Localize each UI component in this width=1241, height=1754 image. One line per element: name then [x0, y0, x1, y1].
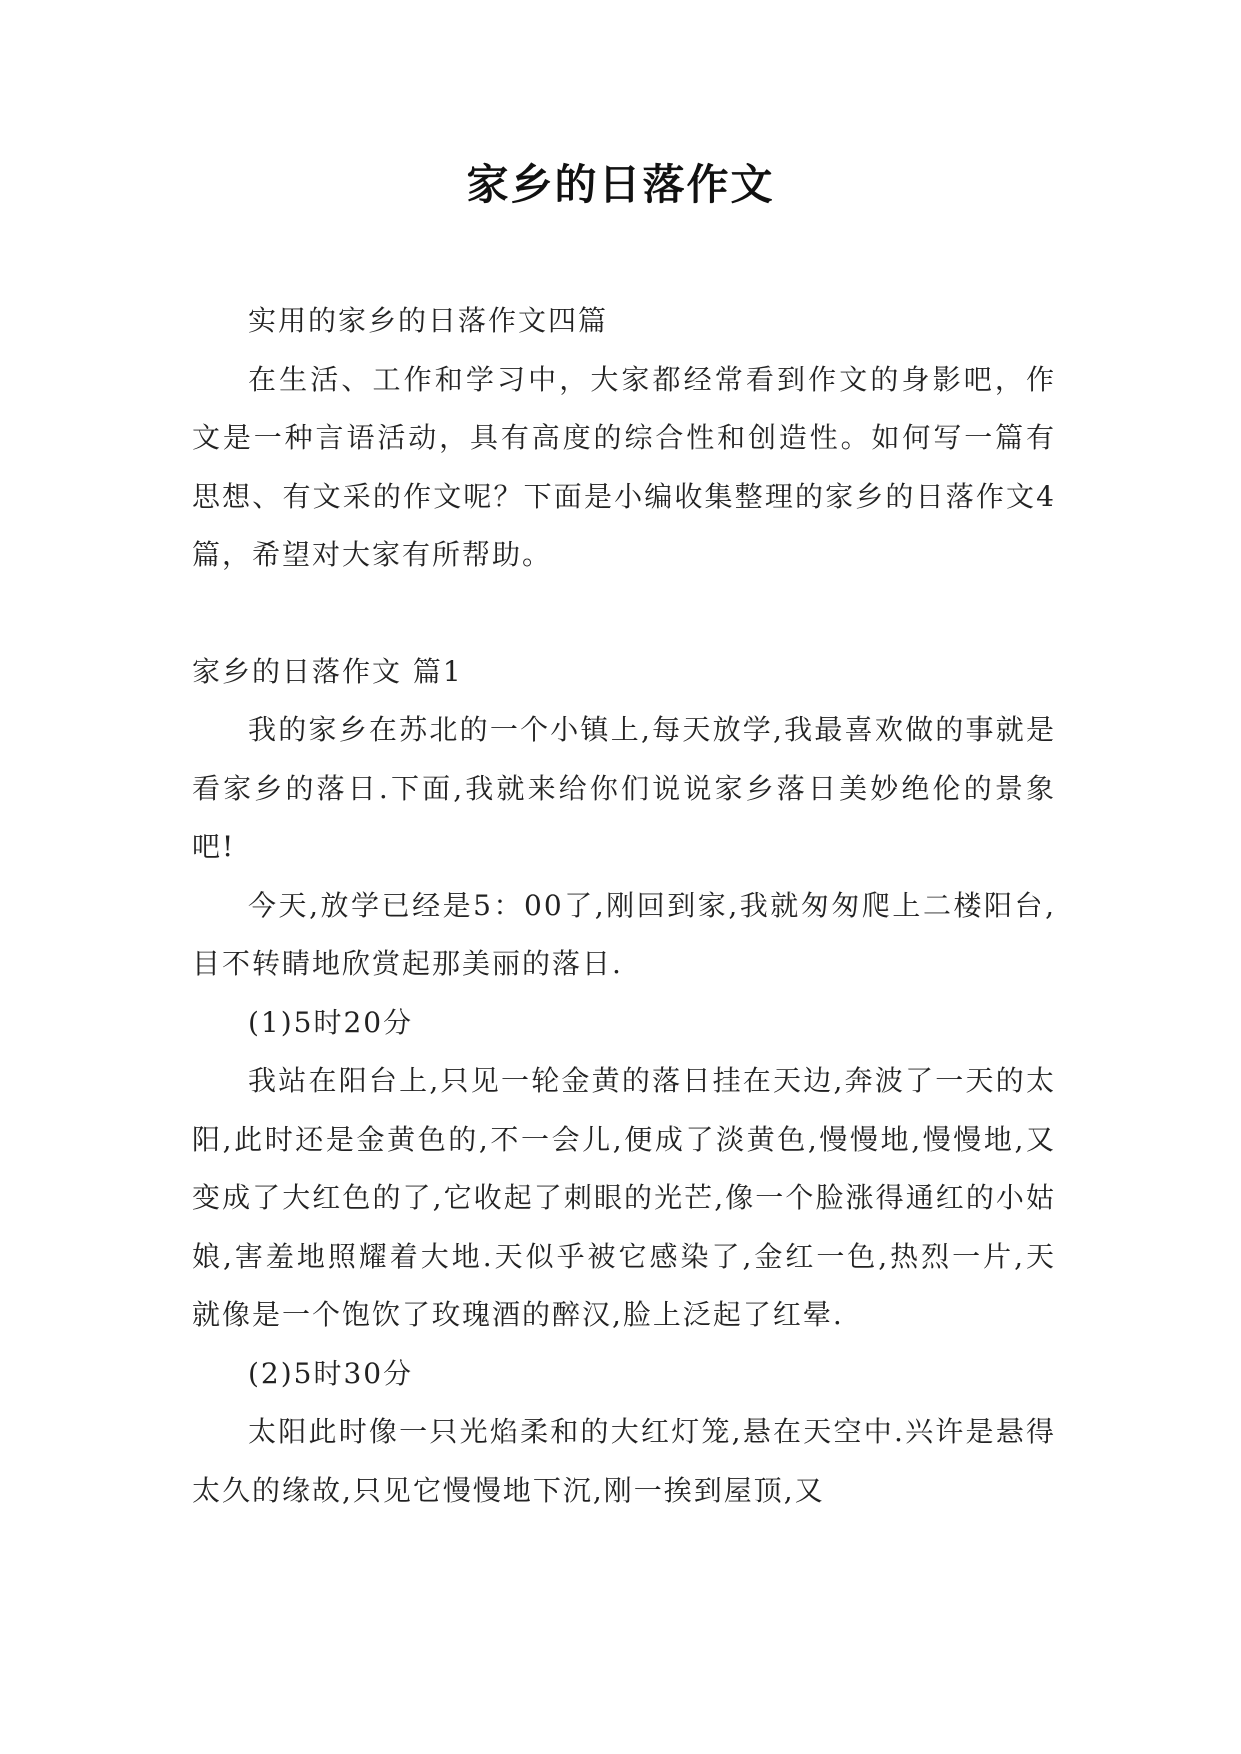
- body-paragraph: 太阳此时像一只光焰柔和的大红灯笼,悬在天空中.兴许是悬得太久的缘故,只见它慢慢地下沉,刚一挨到屋顶,又: [192, 1415, 1056, 1507]
- section-heading: 家乡的日落作文 篇1: [192, 654, 463, 688]
- document-body: [192, 292, 1056, 1520]
- body-paragraph: 今天,放学已经是5：00了,刚回到家,我就匆匆爬上二楼阳台,目不转睛地欣赏起那美丽的落日.: [192, 888, 1056, 980]
- document-title: 家乡的日落作文: [466, 160, 775, 209]
- intro-paragraph: 在生活、工作和学习中，大家都经常看到作文的身影吧，作文是一种言语活动，具有高度的综合性和创造性。如何写一篇有思想、有文采的作文呢？下面是小编收集整理的家乡的日落作文4篇，希望对大家有所帮助。: [192, 362, 1056, 571]
- body-paragraph: 我站在阳台上,只见一轮金黄的落日挂在天边,奔波了一天的太阳,此时还是金黄色的,不一会儿,便成了淡黄色,慢慢地,慢慢地,又变成了大红色的了,它收起了刺眼的光芒,像一个脸涨得通红的小姑娘,害羞地照耀着大地.天似乎被它感染了,金红一色,热烈一片,天就像是一个饱饮了玫瑰酒的醉汉,脸上泛起了红晕.: [192, 1064, 1056, 1331]
- time-subheading: (1)5时20分: [248, 1005, 414, 1039]
- body-paragraph: 我的家乡在苏北的一个小镇上,每天放学,我最喜欢做的事就是看家乡的落日.下面,我就来给你们说说家乡落日美妙绝伦的景象吧!: [192, 713, 1056, 863]
- time-subheading: (2)5时30分: [248, 1356, 414, 1390]
- intro-heading: 实用的家乡的日落作文四篇: [248, 304, 609, 337]
